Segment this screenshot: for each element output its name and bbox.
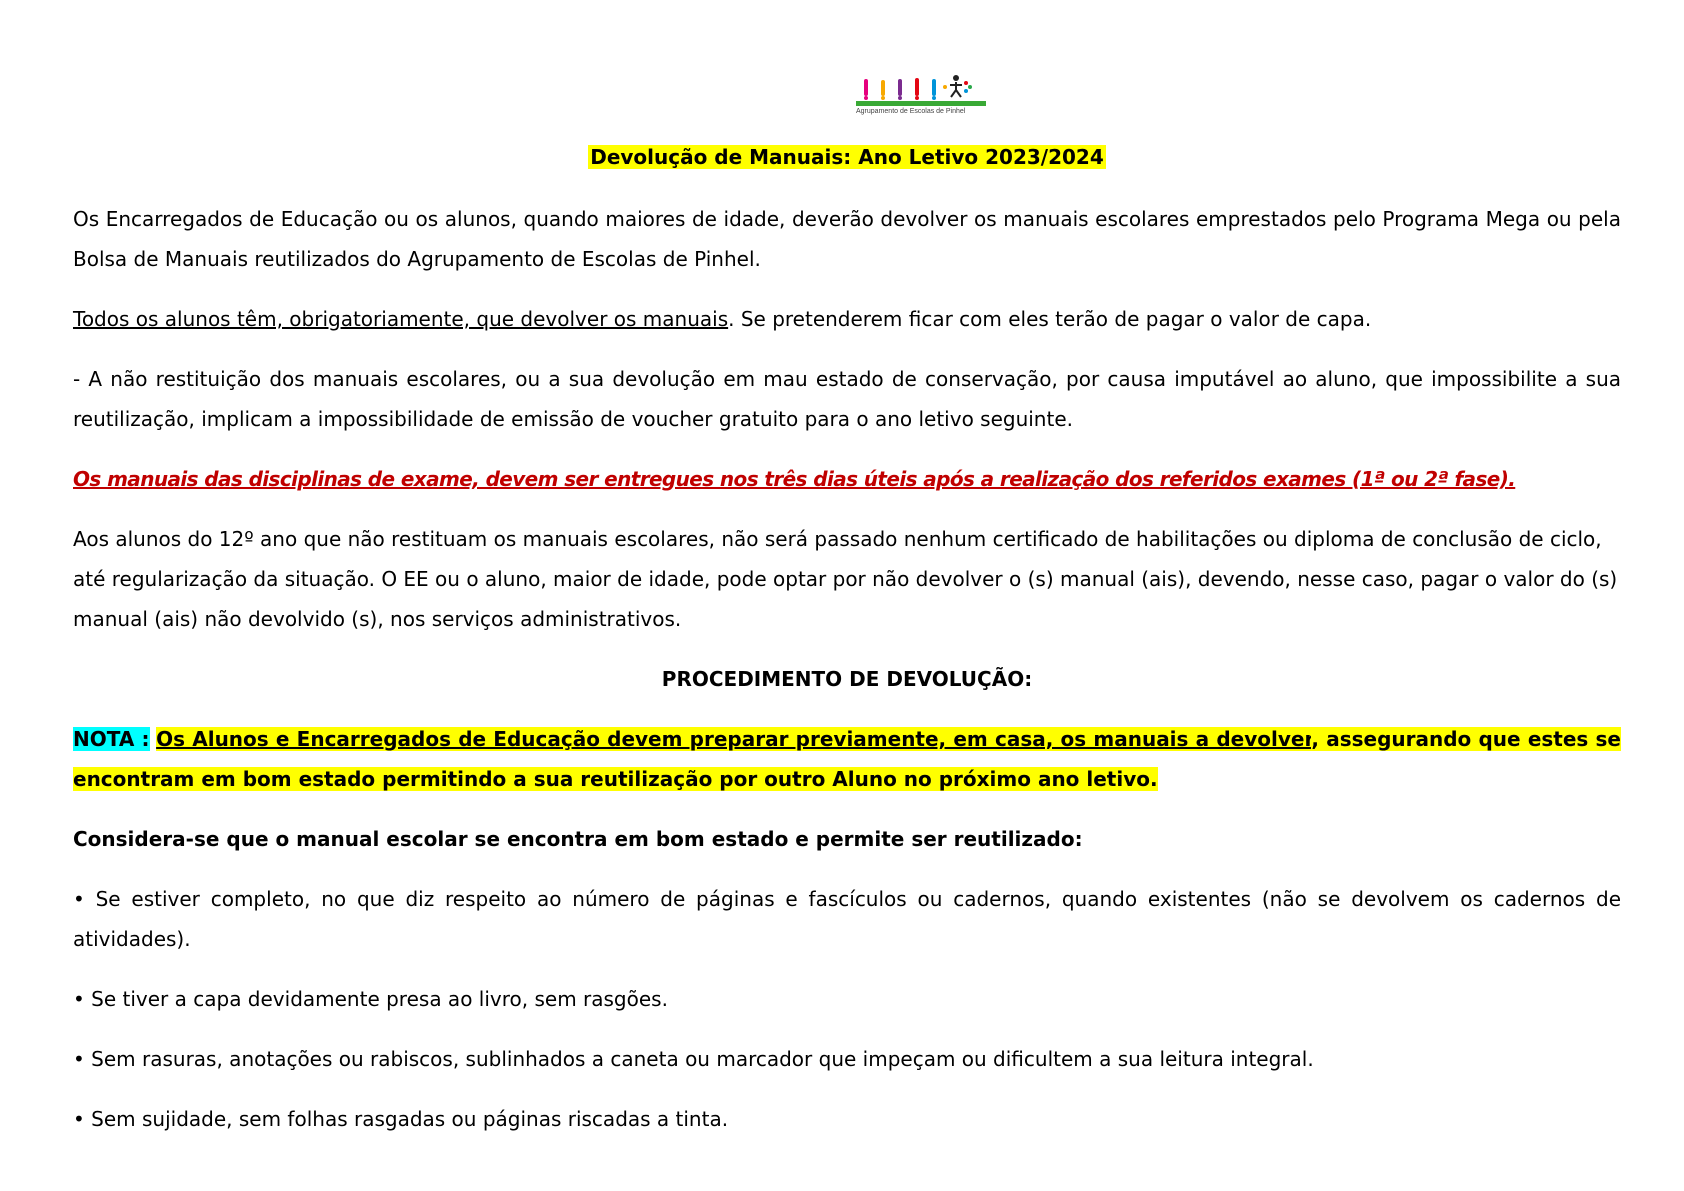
mandatory-return-paragraph [73, 299, 1621, 339]
mandatory-return-underlined: Todos os alunos têm, obrigatoriamente, que devolver os manuais [73, 307, 729, 331]
criteria-heading: Considera-se que o manual escolar se encontra em bom estado e permite ser reutilizado: [73, 827, 1083, 851]
logo-caption: Agrupamento de Escolas de Pinhel [856, 108, 966, 115]
bullet-item: • Se estiver completo, no que diz respeito ao número de páginas e fascículos ou cadernos, quando existentes (não se devolvem os cadernos de atividades). [73, 887, 1621, 951]
procedure-heading: PROCEDIMENTO DE DEVOLUÇÃO: [661, 667, 1033, 691]
non-restitution-paragraph: - A não restituição dos manuais escolares, ou a sua devolução em mau estado de conservação, por causa imputável ao aluno, que impossibilite a sua reutilização, implicam a impossibilidade de emissão de voucher gratuito para o ano letivo seguinte. [73, 367, 1621, 431]
bullet-item: • Sem sujidade, sem folhas rasgadas ou páginas riscadas a tinta. [73, 1107, 729, 1131]
intro-paragraph: Os Encarregados de Educação ou os alunos, quando maiores de idade, deverão devolver os manuais escolares emprestados pelo Programa Mega ou pela Bolsa de Manuais reutilizados do Agrupamento de Escolas de Pinhel. [73, 207, 1621, 271]
nota-rest: , assegurando que estes se encontram em bom estado permitindo a sua reutilização por outro Aluno no próximo ano letivo. [73, 727, 1621, 791]
nota-paragraph [73, 719, 1621, 799]
school-logo [856, 73, 986, 119]
document-title [73, 142, 1621, 172]
bullet-item: • Sem rasuras, anotações ou rabiscos, sublinhados a caneta ou marcador que impeçam ou dificultem a sua leitura integral. [73, 1047, 1314, 1071]
bullet-item: • Se tiver a capa devidamente presa ao livro, sem rasgões. [73, 987, 668, 1011]
exam-manuals-note-text: Os manuais das disciplinas de exame, devem ser entregues nos três dias úteis após a realização dos referidos exames (1ª ou 2ª fase). [73, 467, 1516, 491]
nota-underlined: Os Alunos e Encarregados de Educação devem preparar previamente, em casa, os manuais a devolver [156, 727, 1312, 751]
logo-graphic [856, 73, 986, 107]
exam-manuals-note [73, 459, 1621, 499]
document-title-text: Devolução de Manuais: Ano Letivo 2023/2024 [590, 145, 1104, 169]
mandatory-return-rest: . Se pretenderem ficar com eles terão de pagar o valor de capa. [728, 307, 1372, 331]
nota-label: NOTA : [73, 727, 150, 751]
twelfth-grade-paragraph: Aos alunos do 12º ano que não restituam os manuais escolares, não será passado nenhum certificado de habilitações ou diploma de conclusão de ciclo, até regularização da situação. O EE ou o aluno, maior de idade, pode optar por não devolver o (s) manual (ais), devendo, nesse caso, pagar o valor do (s) manual (ais) não devolvido (s), nos serviços administrativos. [73, 527, 1618, 631]
